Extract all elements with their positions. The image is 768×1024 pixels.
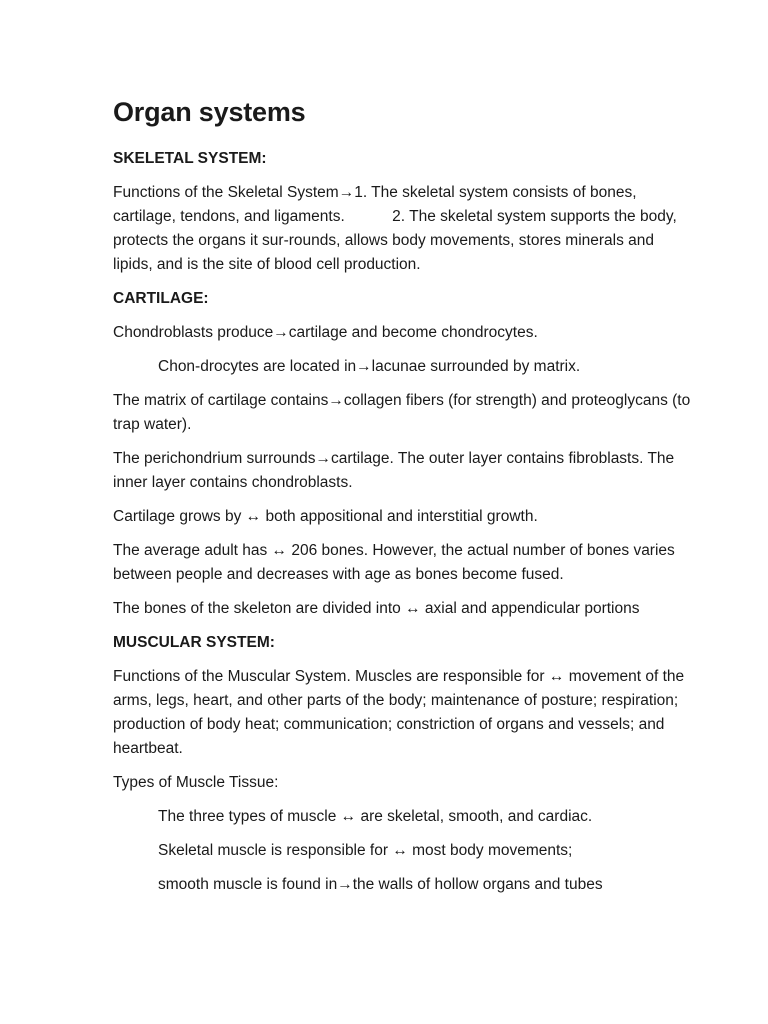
paragraph-cartilage-matrix: The matrix of cartilage contains→collagen fibers (for strength) and proteoglycans (to trap water). — [113, 392, 695, 433]
paragraph-chondrocytes: Chon-drocytes are located in→lacunae surrounded by matrix. — [158, 358, 581, 375]
section-heading-cartilage: CARTILAGE: — [113, 290, 209, 307]
paragraph-three-muscle-types: The three types of muscle ↔ are skeletal, smooth, and cardiac. — [158, 808, 593, 825]
paragraph-skeletal-functions: Functions of the Skeletal System→1. The skeletal system consists of bones, cartilage, tendons, and ligaments. 2. The skeletal system supports the body, protects the organs it sur-rounds, allows body movements, stores minerals and lipids, and is the site of blood cell production. — [113, 184, 682, 273]
document-page — [113, 92, 693, 907]
paragraph-smooth-muscle: smooth muscle is found in→the walls of hollow organs and tubes — [158, 876, 603, 893]
section-heading-muscular: MUSCULAR SYSTEM: — [113, 634, 275, 651]
paragraph-skeletal-muscle: Skeletal muscle is responsible for ↔ most body movements; — [158, 842, 573, 859]
section-heading-skeletal: SKELETAL SYSTEM: — [113, 150, 267, 167]
paragraph-perichondrium: The perichondrium surrounds→cartilage. The outer layer contains fibroblasts. The inner layer contains chondroblasts. — [113, 450, 679, 491]
document-title: Organ systems — [113, 97, 306, 127]
paragraph-chondroblasts: Chondroblasts produce→cartilage and become chondrocytes. — [113, 324, 538, 341]
paragraph-skeleton-portions: The bones of the skeleton are divided into ↔ axial and appendicular portions — [113, 600, 640, 617]
paragraph-cartilage-growth: Cartilage grows by ↔ both appositional and interstitial growth. — [113, 508, 538, 525]
paragraph-bone-count: The average adult has ↔ 206 bones. However, the actual number of bones varies between people and decreases with age as bones become fused. — [113, 542, 680, 583]
paragraph-muscular-functions: Functions of the Muscular System. Muscles are responsible for ↔ movement of the arms, legs, heart, and other parts of the body; maintenance of posture; respiration; production of body heat; communication; constriction of organs and vessels; and heartbeat. — [113, 668, 689, 757]
paragraph-muscle-types-heading: Types of Muscle Tissue: — [113, 774, 279, 791]
